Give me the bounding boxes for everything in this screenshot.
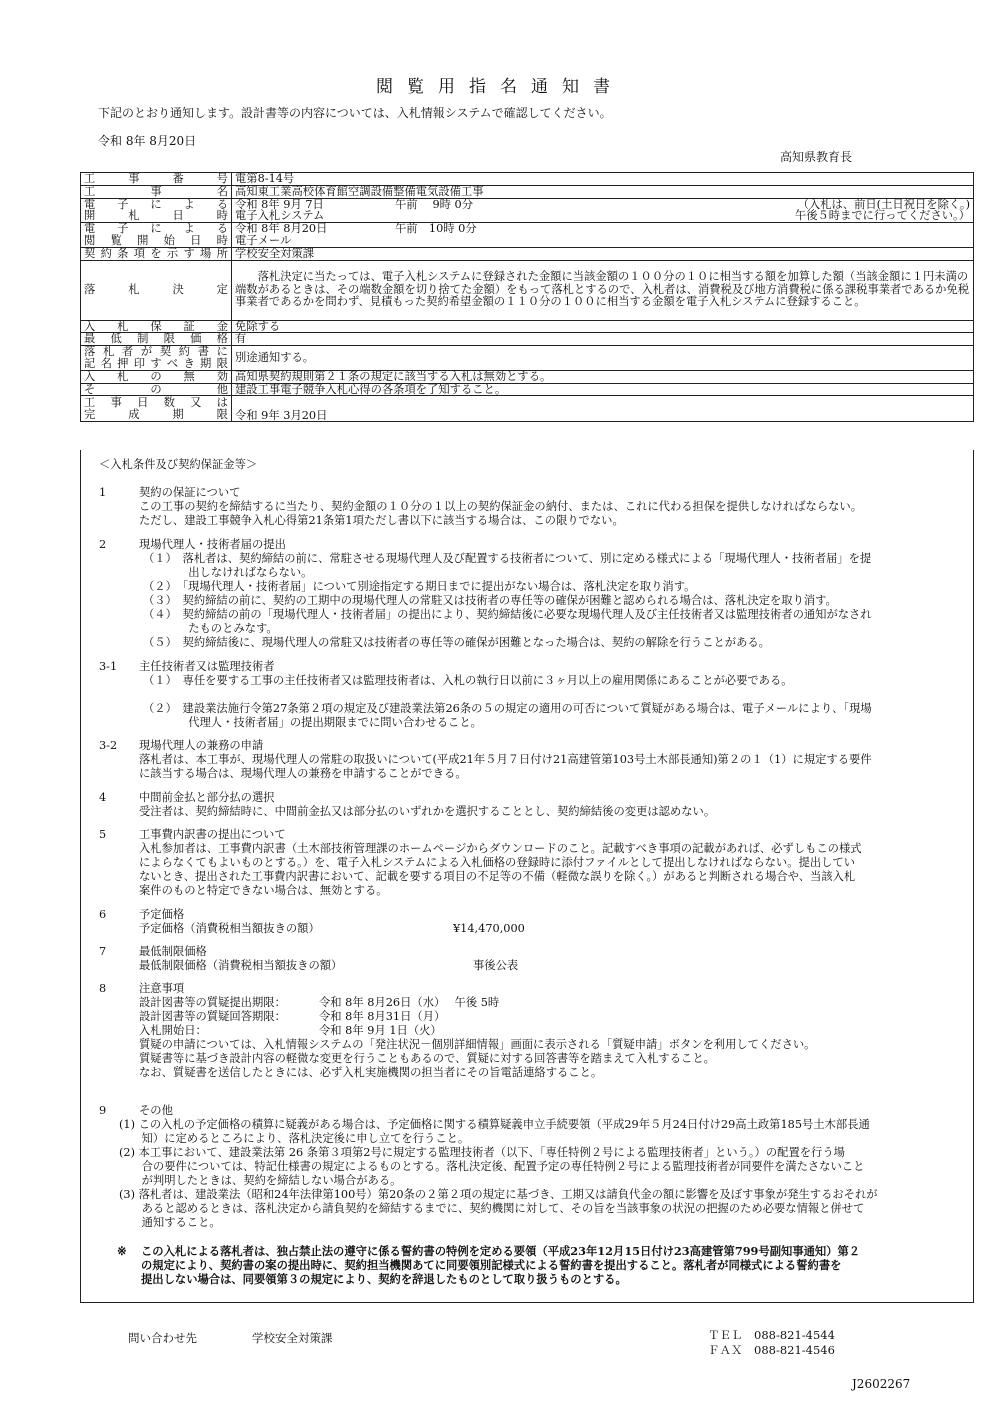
label-text: 電 子 に よ る [84,222,228,236]
table-row [81,185,974,198]
tel-number: ＴＥＬ 088-821-4544 [708,1328,835,1342]
paragraph: （３） 契約締結の前に、契約の工期中の現場代理人の常駐又は技術者の専任等の確保が困難と認められる場合は、落札決定を取り消す。 [143,594,837,607]
paragraph: ないとき、提出された工事費内訳書において、記載を要する項目の不足等の不備（軽微な誤りを除く。）があると判断される場合や、当該入札 [139,870,856,883]
section-title: 注意事項 [139,982,185,995]
label-text: そ の 他 [84,382,228,396]
value-cell: 高知県契約規則第２１条の規定に該当する入札は無効とする。 [232,370,974,383]
paragraph: (3) 落札者は、建設業法（昭和24年法律第100号）第20条の２第２項の規定に基づき、工期又は請負代金の額に影響を及ぼす事象が発生するおそれが [119,1188,878,1201]
section-number: 4 [99,791,107,804]
paragraph: 受注者は、契約締結時に、中間前金払又は部分払のいずれかを選択することとし、契約締結後の変更は認めない。 [139,805,716,818]
paragraph: によらなくてもよいものとする。）を、電子入札システムによる入札価格の登録時に添付ファイルとして提出しなければならない。提出してい [139,856,856,869]
label-cell [81,333,232,346]
conditions-box [80,450,974,1303]
contact-label: 問い合わせ先 [128,1331,197,1345]
paragraph: たものとみなす。 [143,622,278,635]
schedule-value: 令和 8年 8月26日（水） 午後 5時 [319,996,500,1009]
label-cell [81,370,232,383]
contact-phones [708,1328,835,1358]
view-time: 午前 10時 0分 [395,222,477,236]
section-title: 契約の保証について [139,486,241,499]
note-mark: ※ [117,1244,127,1258]
section-number: 3-1 [99,660,118,673]
label-text: 落 札 決 定 [84,283,228,297]
note-line: 提出しない場合は、同要領第３の規定により、契約を辞退したものとして取り扱うものとする。 [141,1272,627,1286]
section-number: 8 [99,982,107,995]
paragraph: 落札者は、本工事が、現場代理人の常駐の取扱いについて(平成21年５月７日付け21高建管第103号土木部長通知)第２の１（1）に規定する要件 [139,753,872,766]
paragraph: （１） 専任を要する工事の主任技術者又は監理技術者は、入札の執行日以前に３ヶ月以上の雇用関係にあることが必要である。 [143,674,793,687]
value-cell [232,198,974,223]
label-text: 落 札 者 が 契 約 書 に [84,345,228,359]
paragraph: ただし、建設工事競争入札心得第21条第1項ただし書以下に該当する場合は、この限りでない。 [139,514,624,527]
schedule-value: 令和 8年 8月31日（月） [319,1010,446,1023]
value-cell: 落札決定に当たっては、電子入札システムに登録された金額に当該金額の１００分の１０に相当する額を加算した額（当該金額に１円未満の端数があるときは、その端数金額を切り捨てた金額）をもって落札とするので、入札者は、消費税及び地方消費税に係る課税事業者であるか免税事業者であるかを問わず、見積もった契約希望金額の１１０分の１００に相当する金額を電子入札システムに登録すること。 [232,260,974,320]
bid-note-2: 午後５時までに行ってください。） [794,209,970,223]
open-method: 電子入札システム [235,209,325,223]
paragraph: 出しなければならない。 [143,566,313,579]
label-text: 入 札 保 証 金 [84,319,228,333]
paragraph: 案件のものと特定できない場合は、無効とする。 [139,884,388,897]
label-cell [81,320,232,333]
section-number: 9 [99,1104,107,1117]
label-text: 工 事 番 号 [84,172,228,185]
open-time: 午前 9時 0分 [395,197,474,211]
table-row [81,396,974,422]
section-title: 現場代理人・技術者届の提出 [139,538,286,551]
issuer: 高知県教育長 [779,150,852,164]
section-number: 2 [99,538,107,551]
label-text: 入 札 の 無 効 [84,369,228,383]
paragraph: 知）に定めるところにより、落札決定後に申し立てを行うこと。 [119,1132,470,1145]
value-cell: 学校安全対策課 [232,247,974,260]
conditions-heading: ＜入札条件及び契約保証金等＞ [99,458,258,471]
min-price-value: 事後公表 [473,959,519,972]
table-row [81,333,974,346]
label-cell [81,247,232,260]
schedule-label: 設計図書等の質疑回答期限： [139,1010,286,1023]
section-title: 主任技術者又は監理技術者 [139,660,275,673]
paragraph: (1) この入札の予定価格の積算に疑義がある場合は、予定価格に関する積算疑義申立手続要領（平成29年５月24日付け29高土政第185号土木部長通 [119,1118,870,1131]
view-date: 令和 8年 8月20日 [235,222,328,236]
table-row [81,260,974,320]
paragraph: 入札参加者は、工事費内訳書（土木部技術管理課のホームページからダウンロードのこと。記載すべき事項の記載があれば、必ずしもこの様式 [139,842,862,855]
label-cell [81,223,232,248]
intro-text: 下記のとおり通知します。設計書等の内容については、入札情報システムで確認してください。 [98,106,612,120]
section-title: 予定価格 [139,908,185,921]
contact-department: 学校安全対策課 [252,1331,333,1345]
paragraph: 通知すること。 [119,1216,221,1229]
paragraph: この工事の契約を締結するに当たり、契約金額の１０分の１以上の契約保証金の納付、または、これに代わる担保を提供しなければならない。 [139,500,863,513]
bid-note-1: （入札は、前日(土日祝日を除く。) [797,197,970,211]
view-method: 電子メール [235,233,292,247]
table-row [81,383,974,396]
section-number: 1 [99,486,107,499]
min-price-label: 最低制限価格（消費税相当額抜きの額） [139,959,343,972]
section-number: 7 [99,945,107,958]
table-row [81,320,974,333]
document-code: J2602267 [852,1377,911,1391]
page-title: 閲覧用指名通知書 [376,77,624,97]
section-number: 3-2 [99,739,118,752]
label-cell [81,346,232,371]
value-cell: 有 [232,333,974,346]
value-cell: 建設工事電子競争入札心得の各条項を了知すること。 [232,383,974,396]
notice-date: 令和 8年 8月20日 [98,134,197,148]
label-cell [81,198,232,223]
table-row [81,198,974,223]
note-line: この入札による落札者は、独占禁止法の遵守に係る誓約書の特例を定める要領（平成23年12月15日付け23高建管第799号副知事通知）第２ [141,1244,861,1258]
value-cell: 令和 9年 3月20日 [232,396,974,422]
paragraph: (2) 本工事において、建設業法第 26 条第３項第2号に規定する監理技術者（以下、「専任特例２号による監理技術者」という。）の配置を行う場 [119,1146,845,1159]
table-row [81,223,974,248]
paragraph: に該当する場合は、現場代理人の兼務を申請することができる。 [139,767,467,780]
planned-price-label: 予定価格（消費税相当額抜きの額） [139,922,320,935]
value-cell: 高知東工業高校体育館空調設備整備電気設備工事 [232,185,974,198]
value-cell [232,223,974,248]
paragraph: （５） 契約締結後に、現場代理人の常駐又は技術者の専任等の確保が困難となった場合は、契約の解除を行うことがある。 [143,636,770,649]
paragraph: 質疑の申請については、入札情報システムの「発注状況－個別詳細情報」画面に表示される「質疑申請」ボタンを利用してください。 [139,1038,816,1051]
paragraph: が判明したときは、契約を締結しない場合がある。 [119,1174,402,1187]
section-title: 現場代理人の兼務の申請 [139,739,264,752]
paragraph: （２） 建設業法施行令第27条第２項の規定及び建設業法第26条の５の規定の適用の可否について質疑がある場合は、電子メールにより、「現場 [143,702,872,715]
paragraph: （２） 「現場代理人・技術者届」について別途指定する期日までに提出がない場合は、落札決定を取り消す。 [143,580,696,593]
paragraph: 質疑書等に基づき設計内容の軽微な変更を行うこともあるので、質疑に対する回答書等を踏まえて入札すること。 [139,1052,715,1065]
info-table [80,172,974,422]
schedule-label: 設計図書等の質疑提出期限： [139,996,286,1009]
schedule-value: 令和 8年 9月 1日（火） [319,1024,442,1037]
paragraph: 合の要件については、特記仕様書の規定によるものとする。落札決定後、配置予定の専任特例２号による監理技術者が同要件を満たさないこと [119,1160,865,1173]
label-text: 最 低 制 限 価 格 [84,332,228,346]
section-number: 6 [99,908,107,921]
paragraph: （４） 契約締結の前の「現場代理人・技術者届」の提出により、契約締結後に必要な現場代理人及び主任技術者又は監理技術者の通知がなされ [143,608,872,621]
label-text: 閲 覧 開 始 日 時 [84,233,228,247]
label-text: 工 事 日 数 又 は [84,396,228,410]
label-text: 工 事 名 [84,184,228,198]
label-cell [81,396,232,422]
section-title: 工事費内訳書の提出について [139,828,286,841]
label-text: 電 子 に よ る [84,197,228,211]
paragraph: あると認めるときは、落札決定から請負契約を締結するまでに、契約機関に対して、その旨を当該事象の状況の把握のため必要な情報と併せて [119,1202,865,1215]
label-cell [81,383,232,396]
fax-number: ＦＡＸ 088-821-4546 [708,1343,835,1357]
note-line: の規定により、契約書の案の提出時に、契約担当機関あてに同要領別記様式による誓約書を提出すること。落札者が同様式による誓約書を [141,1258,842,1272]
section-title: その他 [139,1104,173,1117]
paragraph: 代理人・技術者届」の提出期限までに問い合わせること。 [143,716,482,729]
value-cell: 電第8-14号 [232,173,974,186]
table-row [81,173,974,186]
schedule-label: 入札開始日： [139,1024,207,1037]
table-row [81,370,974,383]
section-title: 中間前金払と部分払の選択 [139,791,275,804]
planned-price-value: ¥14,470,000 [453,922,525,935]
label-text: 完 成 期 限 [84,407,228,421]
label-cell [81,260,232,320]
paragraph: （１） 落札者は、契約締結の前に、常駐させる現場代理人及び配置する技術者について、別に定める様式による「現場代理人・技術者届」を提 [143,552,872,565]
label-text: 契 約 条 項 を 示 す 場 所 [84,246,228,260]
label-text: 開 札 日 時 [84,209,228,223]
value-cell: 別途通知する。 [232,346,974,371]
open-date: 令和 8年 9月 7日 [235,197,324,211]
table-row [81,346,974,371]
value-cell: 免除する [232,320,974,333]
paragraph: なお、質疑書を送信したときには、必ず入札実施機関の担当者にその旨電話連絡すること。 [139,1066,603,1079]
section-number: 5 [99,828,107,841]
label-cell [81,173,232,186]
table-row [81,247,974,260]
section-title: 最低制限価格 [139,945,207,958]
label-text: 記 名 押 印 す べ き 期 限 [84,356,228,370]
label-cell [81,185,232,198]
